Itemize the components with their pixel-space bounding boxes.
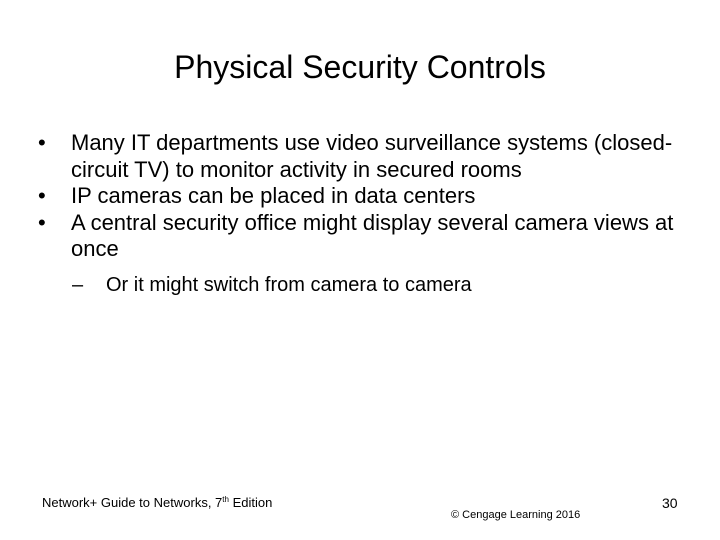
- slide-title: Physical Security Controls: [174, 49, 546, 85]
- book-title-superscript: th: [222, 495, 229, 504]
- bullet-item: [38, 130, 678, 183]
- bullet-marker: •: [38, 183, 46, 208]
- bullet-text: Many IT departments use video surveillance systems (closed-circuit TV) to monitor activity in secured rooms: [71, 130, 673, 182]
- bullet-text: A central security office might display several camera views at once: [71, 209, 674, 261]
- sub-bullet-item: [72, 273, 678, 297]
- bullet-list: [38, 130, 678, 297]
- book-title-edition: Edition: [228, 495, 273, 510]
- sub-bullet-list: [71, 273, 678, 297]
- bullet-text: IP cameras can be placed in data centers: [71, 183, 476, 208]
- bullet-marker: •: [38, 130, 46, 155]
- page-number: 30: [662, 495, 678, 511]
- sub-bullet-text: Or it might switch from camera to camera: [106, 273, 472, 296]
- bullet-item: [38, 210, 678, 297]
- bullet-marker: •: [38, 209, 46, 235]
- footer-copyright: © Cengage Learning 2016: [451, 509, 581, 521]
- bullet-item: [38, 183, 678, 210]
- sub-bullet-marker: –: [72, 273, 84, 296]
- book-title-main: Network+ Guide to Networks, 7: [42, 495, 223, 510]
- footer-book-title: [42, 495, 272, 511]
